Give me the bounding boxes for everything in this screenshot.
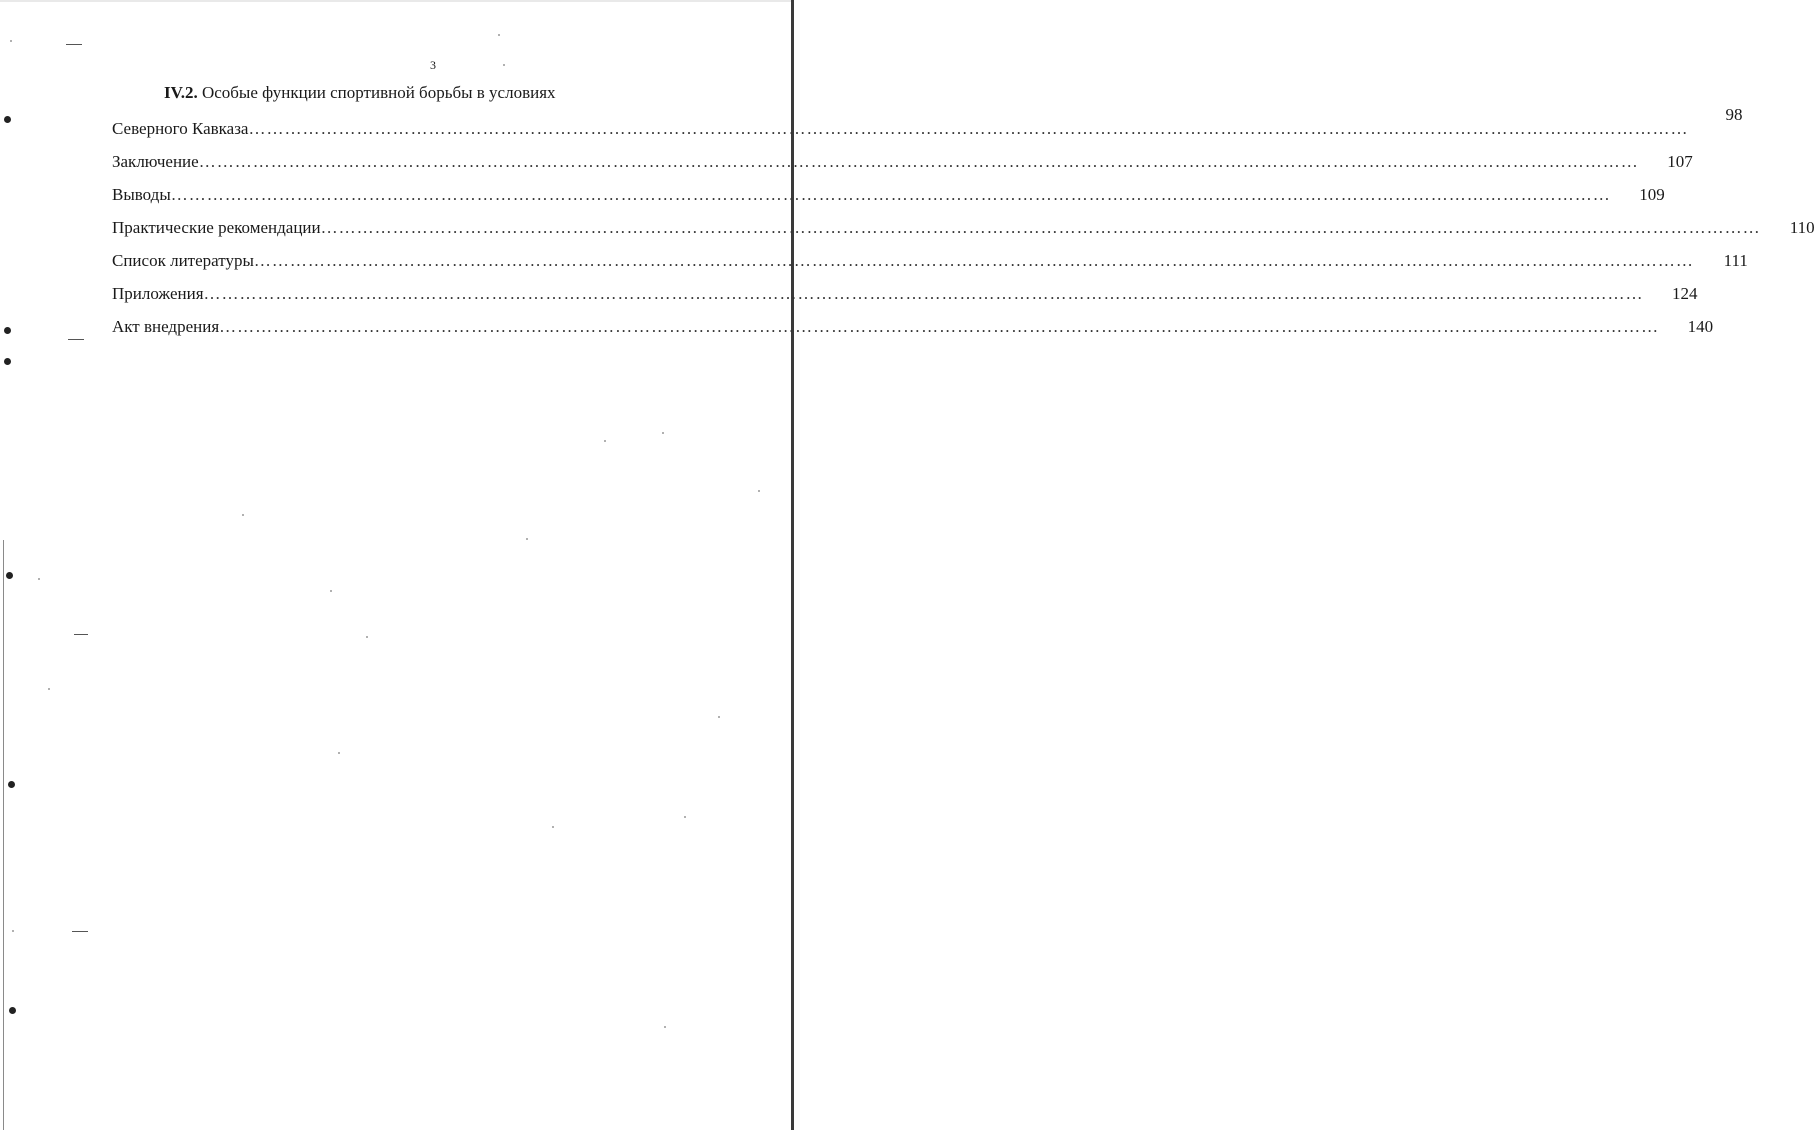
toc-entry-title: Акт внедрения [112,317,220,336]
table-of-contents [112,104,1815,338]
toc-entry-title: Выводы [112,185,171,204]
scan-speck [718,716,720,718]
toc-entry-page: 110 [1789,218,1815,237]
toc-entry [112,104,1743,140]
scan-speck [758,490,760,492]
scan-speck [552,826,554,828]
scan-speck [10,40,12,42]
punch-hole-mark [4,327,11,334]
toc-entry [112,173,1665,206]
section-title: Особые функции спортивной борьбы в условиях [201,83,556,102]
toc-entry-title: Список литературы [112,251,254,270]
scan-speck [242,514,244,516]
toc-entry-page: 109 [1639,185,1665,204]
toc-entry [112,206,1815,239]
scan-speck [684,816,686,818]
section-code: IV.2. [164,83,198,102]
dot-leader: …………………………………………………………………………………………………………………………………………………………………………………………………………………… [248,119,1689,138]
scan-speck [662,432,664,434]
toc-entry-page: 124 [1672,284,1698,303]
scan-dash-mark [72,931,88,932]
scan-speck [38,578,40,580]
dot-leader: …………………………………………………………………………………………………………………………………………………………………………………………………………………… [253,251,1694,270]
scan-speck [526,538,528,540]
scan-speck [498,34,500,36]
toc-entry-page: 111 [1723,251,1748,270]
toc-entry-title: Заключение [112,152,199,171]
toc-entry-title: Практические рекомендации [112,218,321,237]
toc-entry-title: Северного Кавказа [112,119,249,138]
toc-entry-page: 107 [1667,152,1693,171]
toc-entry-page: 140 [1687,317,1714,336]
section-heading [164,82,556,104]
dot-leader: …………………………………………………………………………………………………………………………………………………………………………………………………………………… [219,317,1660,336]
scan-edge-left [3,540,4,1130]
toc-entry-title: Приложения [112,284,204,303]
scan-speck [330,590,332,592]
punch-hole-mark [6,572,13,579]
toc-entry [112,305,1714,338]
page-number: 3 [430,58,436,72]
dot-leader: …………………………………………………………………………………………………………………………………………………………………………………………………………………… [170,185,1611,204]
scan-edge-top [0,0,794,2]
punch-hole-mark [9,1007,16,1014]
punch-hole-mark [8,781,15,788]
scan-dash-mark [66,44,82,45]
scan-speck [48,688,50,690]
scan-speck [12,930,14,932]
toc-entry [112,140,1693,173]
toc-entry [112,239,1748,272]
toc-entry-page: 98 [1725,105,1743,124]
scan-speck [604,440,606,442]
dot-leader: …………………………………………………………………………………………………………………………………………………………………………………………………………………… [198,152,1639,171]
scan-dash-mark [74,634,88,635]
dot-leader: …………………………………………………………………………………………………………………………………………………………………………………………………………………… [203,284,1644,303]
scan-dash-mark [68,339,84,340]
punch-hole-mark [4,116,11,123]
scan-speck [338,752,340,754]
scan-speck [366,636,368,638]
punch-hole-mark [4,358,11,365]
dot-leader: …………………………………………………………………………………………………………………………………………………………………………………………………………………… [320,218,1761,237]
toc-entry [112,272,1698,305]
scan-speck [664,1026,666,1028]
